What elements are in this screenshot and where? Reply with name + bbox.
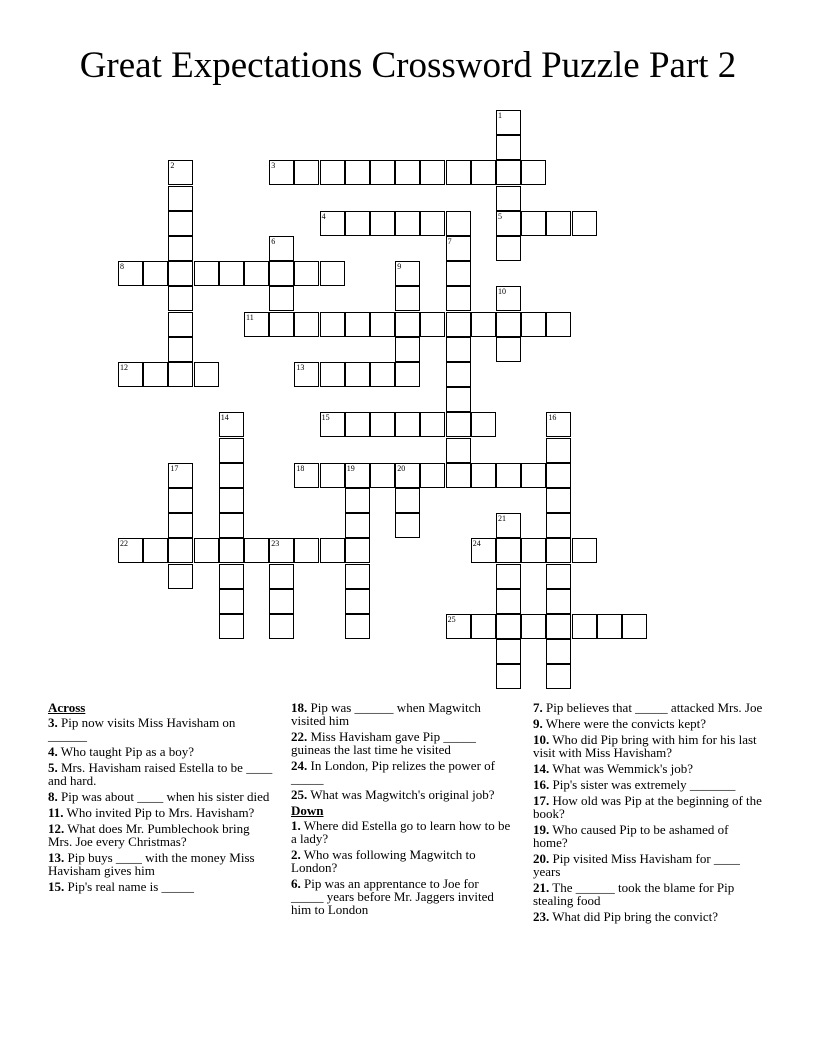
clue-text: Miss Havisham gave Pip _____ guineas the last time he visited [291,729,476,757]
grid-cell[interactable] [143,538,168,563]
grid-cell[interactable] [446,286,471,311]
clue-text: Who was following Magwitch to London? [291,847,476,875]
clue-number-label: 5. [48,760,58,775]
grid-cell[interactable] [168,286,193,311]
grid-cell[interactable] [345,412,370,437]
clue-number-label: 12. [48,821,65,836]
grid-cell[interactable] [496,160,521,185]
grid-cell[interactable] [168,312,193,337]
clue-number-label: 7. [533,700,543,715]
clue-number: 15 [321,413,330,423]
clue-text: Pip believes that _____ attacked Mrs. Joe [542,700,763,715]
grid-cell[interactable] [168,538,193,563]
grid-cell[interactable] [269,312,294,337]
grid-cell[interactable] [496,639,521,664]
clue-number: 23 [271,539,280,549]
clue-text: Pip was an apprentance to Joe for _____ years before Mr. Jaggers invited him to London [291,876,494,917]
clue-item [533,733,763,759]
grid-cell[interactable] [345,362,370,387]
clue-number: 24 [472,539,481,549]
grid-cell[interactable] [294,538,319,563]
clue-text: Pip buys ____ with the money Miss Havisham gives him [48,850,255,878]
grid-cell[interactable] [320,538,345,563]
grid-cell[interactable] [521,211,546,236]
clue-number: 12 [120,363,128,372]
grid-cell[interactable] [446,337,471,362]
clue-item [533,762,763,775]
clue-number: 25 [447,615,456,624]
grid-cell[interactable] [395,463,420,488]
grid-cell[interactable] [168,337,193,362]
page-title: Great Expectations Crossword Puzzle Part 2 [79,45,737,86]
clue-number: 4 [321,211,326,221]
grid-cell[interactable] [168,186,193,211]
grid-cell[interactable] [345,211,370,236]
grid-cell[interactable] [420,312,445,337]
grid-cell[interactable] [446,438,471,463]
grid-cell[interactable] [269,538,294,563]
clue-text: What does Mr. Pumblechook bring Mrs. Joe every Christmas? [48,821,250,849]
grid-cell[interactable] [446,312,471,337]
clue-text: What was Magwitch's original job? [307,787,495,802]
clue-number: 21 [498,514,506,524]
grid-cell[interactable] [320,160,345,185]
grid-cell[interactable] [294,362,319,387]
clue-number: 3 [271,161,276,171]
grid-cell[interactable] [219,463,244,488]
clue-text: Pip was ______ when Magwitch visited him [291,700,481,728]
grid-cell[interactable] [546,312,571,337]
clue-text: Pip's real name is _____ [64,879,195,894]
clue-number-label: 23. [533,909,550,924]
grid-cell[interactable] [294,261,319,286]
grid-cell[interactable] [546,211,571,236]
grid-cell[interactable] [496,614,521,639]
clue-number-label: 25. [291,787,308,802]
clue-item [533,881,763,907]
grid-cell[interactable] [420,160,445,185]
grid-cell[interactable] [496,463,521,488]
grid-cell[interactable] [395,513,420,538]
grid-cell[interactable] [219,261,244,286]
grid-cell[interactable] [168,513,193,538]
clue-column-1 [48,701,273,896]
clue-number: 22 [120,539,128,549]
across-heading: Across [48,700,86,715]
grid-cell[interactable] [496,664,521,689]
clue-number: 14 [220,413,229,423]
clue-item [533,852,763,878]
down-heading: Down [291,803,324,818]
clue-number-label: 9. [533,716,543,731]
grid-cell[interactable] [446,463,471,488]
clue-number-label: 16. [533,777,550,792]
clue-text: What did Pip bring the convict? [549,909,718,924]
grid-cell[interactable] [496,135,521,160]
grid-cell[interactable] [597,614,622,639]
grid-cell[interactable] [521,614,546,639]
grid-cell[interactable] [345,564,370,589]
grid-cell[interactable] [219,513,244,538]
clue-number: 7 [447,237,452,246]
clue-text: Pip visited Miss Havisham for ____ years [533,851,740,879]
grid-cell[interactable] [471,614,496,639]
grid-cell[interactable] [118,362,143,387]
clue-text: Who caused Pip to be ashamed of home? [533,822,729,850]
clue-number: 2 [170,161,175,171]
grid-cell[interactable] [244,312,269,337]
clue-number: 16 [548,413,557,423]
clue-number: 9 [397,262,402,272]
grid-cell[interactable] [471,463,496,488]
grid-cell[interactable] [370,312,395,337]
grid-cell[interactable] [546,412,571,437]
clue-item [533,823,763,849]
clue-text: What was Wemmick's job? [549,761,694,776]
clue-number-label: 13. [48,850,65,865]
grid-cell[interactable] [496,312,521,337]
clue-number: 6 [271,237,276,246]
grid-cell[interactable] [345,538,370,563]
clue-text: In London, Pip relizes the power of _____ [291,758,495,786]
grid-cell[interactable] [395,337,420,362]
grid-cell[interactable] [395,488,420,513]
clue-number: 8 [120,262,124,272]
grid-cell[interactable] [370,160,395,185]
clue-number-label: 14. [533,761,550,776]
grid-cell[interactable] [244,538,269,563]
clue-item [48,716,273,742]
grid-cell[interactable] [496,286,521,311]
grid-cell[interactable] [244,261,269,286]
grid-cell[interactable] [446,211,471,236]
clue-number: 19 [346,463,355,473]
clue-text: Pip's sister was extremely _______ [549,777,736,792]
grid-cell[interactable] [294,312,319,337]
grid-cell[interactable] [496,564,521,589]
grid-cell[interactable] [446,160,471,185]
grid-cell[interactable] [168,564,193,589]
grid-cell[interactable] [345,614,370,639]
clue-number: 10 [498,287,506,297]
clue-item [291,877,513,916]
grid-cell[interactable] [395,211,420,236]
clue-item [291,848,513,874]
grid-cell[interactable] [143,261,168,286]
grid-cell[interactable] [194,362,219,387]
grid-cell[interactable] [471,412,496,437]
clue-item [291,759,513,785]
grid-cell[interactable] [219,438,244,463]
clue-item [48,745,273,758]
clue-column-3 [533,701,763,926]
grid-cell[interactable] [194,261,219,286]
grid-cell[interactable] [546,463,571,488]
clue-number-label: 2. [291,847,301,862]
grid-cell[interactable] [370,463,395,488]
grid-cell[interactable] [446,261,471,286]
grid-cell[interactable] [320,261,345,286]
clue-text: Who did Pip bring with him for his last visit with Miss Havisham? [533,732,757,760]
clue-number-label: 21. [533,880,550,895]
grid-cell[interactable] [345,513,370,538]
grid-cell[interactable] [546,488,571,513]
grid-cell[interactable] [546,438,571,463]
grid-cell[interactable] [269,160,294,185]
grid-cell[interactable] [546,664,571,689]
clue-text: Where did Estella go to learn how to be a lady? [291,818,511,846]
grid-cell[interactable] [194,538,219,563]
clue-text: Who invited Pip to Mrs. Havisham? [63,805,255,820]
grid-cell[interactable] [269,286,294,311]
clue-number: 17 [170,463,179,473]
clue-number: 5 [498,211,502,221]
grid-cell[interactable] [496,110,521,135]
grid-cell[interactable] [118,538,143,563]
grid-cell[interactable] [496,186,521,211]
clue-number-label: 15. [48,879,65,894]
grid-cell[interactable] [370,412,395,437]
grid-cell[interactable] [446,387,471,412]
grid-cell[interactable] [471,160,496,185]
clue-number: 18 [296,463,305,473]
clue-item [533,701,763,714]
clue-item [533,910,763,923]
grid-cell[interactable] [219,412,244,437]
grid-cell[interactable] [395,412,420,437]
clue-number: 1 [498,111,502,120]
grid-cell[interactable] [446,412,471,437]
grid-cell[interactable] [395,362,420,387]
clue-item [48,761,273,787]
clue-text: Pip was about ____ when his sister died [57,789,270,804]
clue-number: 11 [246,312,254,322]
grid-cell[interactable] [496,337,521,362]
clue-number-label: 10. [533,732,550,747]
grid-cell[interactable] [420,412,445,437]
clue-text: Mrs. Havisham raised Estella to be ____ and hard. [48,760,273,788]
clue-item [533,778,763,791]
clue-item [48,851,273,877]
clue-item [291,701,513,727]
clue-number-label: 11. [48,805,64,820]
grid-cell[interactable] [496,236,521,261]
grid-cell[interactable] [471,312,496,337]
grid-cell[interactable] [320,463,345,488]
clue-item [48,806,273,819]
grid-cell[interactable] [219,589,244,614]
grid-cell[interactable] [320,412,345,437]
clue-number-label: 19. [533,822,550,837]
grid-cell[interactable] [118,261,143,286]
grid-cell[interactable] [496,211,521,236]
clue-number-label: 3. [48,715,58,730]
grid-cell[interactable] [345,589,370,614]
grid-cell[interactable] [320,362,345,387]
clue-number-label: 20. [533,851,550,866]
clue-number-label: 4. [48,744,58,759]
grid-cell[interactable] [168,261,193,286]
grid-cell[interactable] [395,261,420,286]
grid-cell[interactable] [219,538,244,563]
clue-item [48,880,273,893]
clue-item [291,788,513,801]
grid-cell[interactable] [420,463,445,488]
grid-cell[interactable] [446,614,471,639]
grid-cell[interactable] [143,362,168,387]
grid-cell[interactable] [294,463,319,488]
grid-cell[interactable] [320,312,345,337]
grid-cell[interactable] [370,362,395,387]
grid-cell[interactable] [370,211,395,236]
grid-cell[interactable] [269,614,294,639]
grid-cell[interactable] [521,312,546,337]
grid-cell[interactable] [219,564,244,589]
grid-cell[interactable] [269,564,294,589]
grid-cell[interactable] [345,488,370,513]
grid-cell[interactable] [546,589,571,614]
grid-cell[interactable] [496,538,521,563]
clue-text: Where were the convicts kept? [542,716,707,731]
grid-cell[interactable] [269,236,294,261]
grid-cell[interactable] [521,160,546,185]
grid-cell[interactable] [294,160,319,185]
grid-cell[interactable] [496,513,521,538]
grid-cell[interactable] [320,211,345,236]
clue-item [48,822,273,848]
grid-cell[interactable] [168,211,193,236]
clue-item [533,794,763,820]
clue-number-label: 18. [291,700,308,715]
clue-item [291,730,513,756]
clue-item [291,819,513,845]
grid-cell[interactable] [496,589,521,614]
grid-cell[interactable] [269,261,294,286]
clue-number-label: 1. [291,818,301,833]
grid-cell[interactable] [572,538,597,563]
grid-cell[interactable] [168,488,193,513]
clue-number: 13 [296,363,305,372]
grid-cell[interactable] [219,614,244,639]
clue-text: How old was Pip at the beginning of the book? [533,793,762,821]
clue-number-label: 24. [291,758,308,773]
grid-cell[interactable] [446,362,471,387]
clue-number-label: 8. [48,789,58,804]
clue-text: The ______ took the blame for Pip stealing food [533,880,735,908]
grid-cell[interactable] [546,614,571,639]
clue-number-label: 22. [291,729,308,744]
grid-cell[interactable] [168,160,193,185]
grid-cell[interactable] [521,463,546,488]
grid-cell[interactable] [546,639,571,664]
grid-cell[interactable] [546,564,571,589]
grid-cell[interactable] [420,211,445,236]
clue-number: 20 [397,463,406,473]
grid-cell[interactable] [269,589,294,614]
clue-number-label: 17. [533,793,550,808]
clue-column-2 [291,701,513,919]
grid-cell[interactable] [168,236,193,261]
grid-cell[interactable] [572,614,597,639]
grid-cell[interactable] [395,160,420,185]
clue-text: Who taught Pip as a boy? [57,744,194,759]
grid-cell[interactable] [395,286,420,311]
clue-item [533,717,763,730]
grid-cell[interactable] [546,513,571,538]
clue-item [48,790,273,803]
grid-cell[interactable] [395,312,420,337]
grid-cell[interactable] [168,362,193,387]
grid-cell[interactable] [572,211,597,236]
grid-cell[interactable] [345,160,370,185]
grid-cell[interactable] [168,463,193,488]
clue-number-label: 6. [291,876,301,891]
grid-cell[interactable] [622,614,647,639]
grid-cell[interactable] [521,538,546,563]
grid-cell[interactable] [471,538,496,563]
clue-text: Pip now visits Miss Havisham on ______ [48,715,236,743]
grid-cell[interactable] [345,463,370,488]
grid-cell[interactable] [345,312,370,337]
grid-cell[interactable] [446,236,471,261]
grid-cell[interactable] [546,538,571,563]
grid-cell[interactable] [219,488,244,513]
